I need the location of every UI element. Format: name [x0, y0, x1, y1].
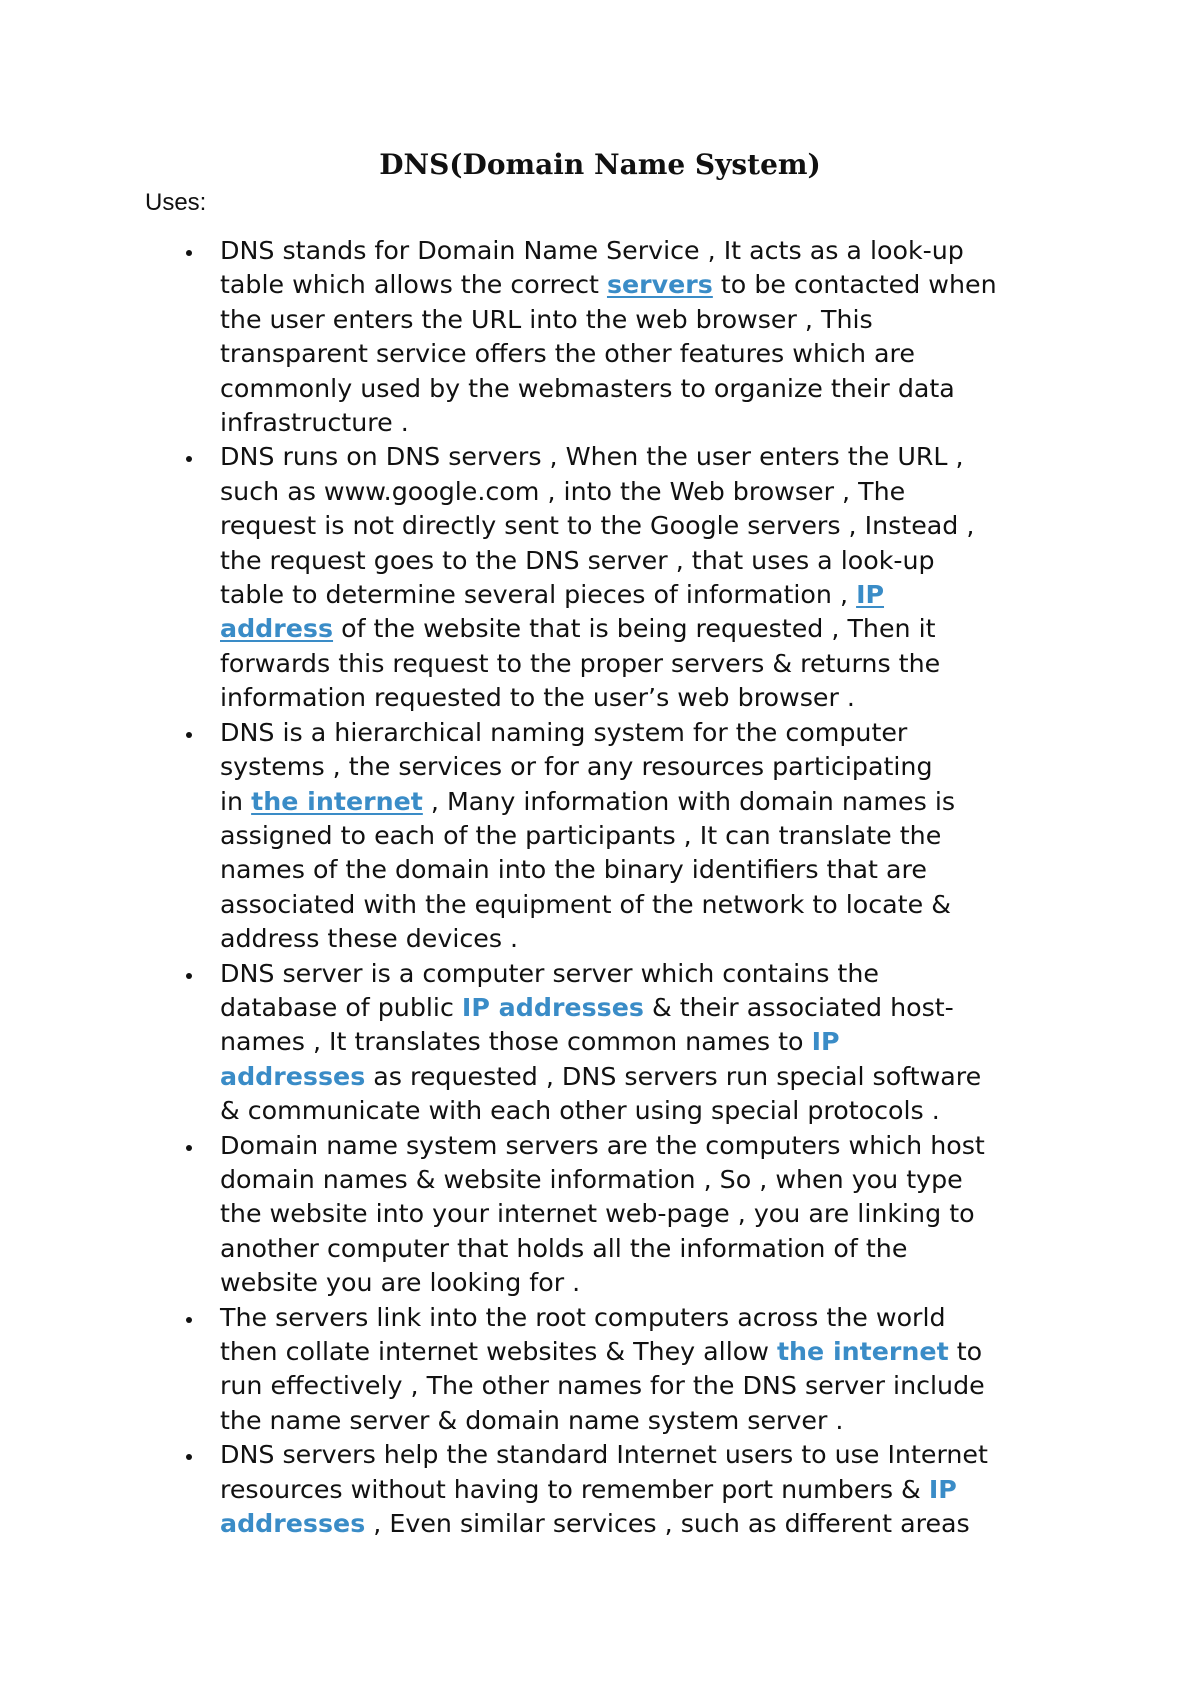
text-line: forwards this request to the proper servers & returns the	[220, 648, 941, 678]
bullet-icon	[186, 250, 192, 256]
text-line: table to determine several pieces of information , IP	[220, 580, 885, 610]
text-line: address these devices .	[220, 924, 519, 954]
the-internet-link[interactable]: the internet	[251, 786, 423, 816]
ip-address-link[interactable]: IP	[856, 580, 885, 610]
ip-address-link-cont[interactable]: address	[220, 614, 334, 644]
text-line: names of the domain into the binary identifiers that are	[220, 855, 927, 885]
text-line: database of public IP addresses & their associated host-	[220, 992, 954, 1022]
text-line: transparent service offers the other features which are	[220, 339, 915, 369]
servers-link[interactable]: servers	[606, 270, 713, 300]
bullet-icon	[186, 1145, 192, 1151]
text-line: in the internet , Many information with domain names is	[220, 786, 956, 816]
addresses-keyword: addresses	[220, 1061, 366, 1091]
text-line: the user enters the URL into the web browser , This	[220, 304, 873, 334]
text-line: run effectively , The other names for the DNS server include	[220, 1371, 985, 1401]
bullet-icon	[186, 1317, 192, 1323]
text-line: systems , the services or for any resources participating	[220, 752, 933, 782]
text-line: Domain name system servers are the computers which host	[220, 1130, 985, 1160]
ip-addresses-keyword: IP addresses	[461, 992, 644, 1022]
list-item	[0, 716, 1070, 957]
text-line: such as www.google.com , into the Web browser , The	[220, 476, 906, 506]
text-line: the request goes to the DNS server , that uses a look-up	[220, 545, 935, 575]
text-line: commonly used by the webmasters to organize their data	[220, 373, 955, 403]
text-line: resources without having to remember port numbers & IP	[220, 1474, 957, 1504]
bullet-icon	[186, 732, 192, 738]
list-item	[0, 957, 1070, 1129]
text-line: addresses , Even similar services , such as different areas	[220, 1509, 970, 1539]
text-line: DNS is a hierarchical naming system for the computer	[220, 717, 908, 747]
text-line: the name server & domain name system server .	[220, 1405, 844, 1435]
list-item	[0, 1129, 1070, 1301]
text-line: domain names & website information , So , when you type	[220, 1164, 963, 1194]
text-line: DNS server is a computer server which contains the	[220, 958, 879, 988]
text-line: then collate internet websites & They allow the internet to	[220, 1337, 983, 1366]
text-line: assigned to each of the participants , It can translate the	[220, 820, 942, 850]
text-line: information requested to the user’s web browser .	[220, 683, 855, 713]
page-title: DNS(Domain Name System)	[379, 148, 821, 181]
text-line: The servers link into the root computers across the world	[220, 1302, 946, 1332]
text-line: DNS servers help the standard Internet users to use Internet	[220, 1440, 988, 1470]
bullet-icon	[186, 1454, 192, 1460]
ip-keyword: IP	[811, 1027, 840, 1057]
text-line: names , It translates those common names to IP	[220, 1027, 840, 1057]
ip-keyword: IP	[928, 1474, 957, 1504]
text-line: the website into your internet web-page , you are linking to	[220, 1199, 975, 1229]
text-line: addresses as requested , DNS servers run special software	[220, 1061, 982, 1091]
text-line: & communicate with each other using special protocols .	[220, 1096, 940, 1126]
bullet-icon	[186, 973, 192, 979]
text-line: another computer that holds all the information of the	[220, 1233, 908, 1263]
bullet-list	[0, 234, 1200, 1541]
the-internet-keyword: the internet	[776, 1337, 949, 1366]
text-line: website you are looking for .	[220, 1268, 581, 1298]
list-item	[0, 1301, 1070, 1439]
text-line: infrastructure .	[220, 408, 409, 438]
text-line: request is not directly sent to the Google servers , Instead ,	[220, 511, 975, 541]
text-line: associated with the equipment of the network to locate &	[220, 889, 951, 919]
text-line: table which allows the correct servers to be contacted when	[220, 270, 997, 300]
uses-label: Uses:	[145, 189, 207, 216]
text-line: address of the website that is being requested , Then it	[220, 614, 936, 644]
addresses-keyword: addresses	[220, 1509, 366, 1539]
list-item	[0, 440, 1070, 715]
bullet-icon	[186, 456, 192, 462]
text-line: DNS stands for Domain Name Service , It acts as a look-up	[220, 236, 964, 265]
list-item	[0, 1438, 1070, 1541]
list-item	[0, 234, 1070, 440]
text-line: DNS runs on DNS servers , When the user enters the URL ,	[220, 442, 964, 472]
